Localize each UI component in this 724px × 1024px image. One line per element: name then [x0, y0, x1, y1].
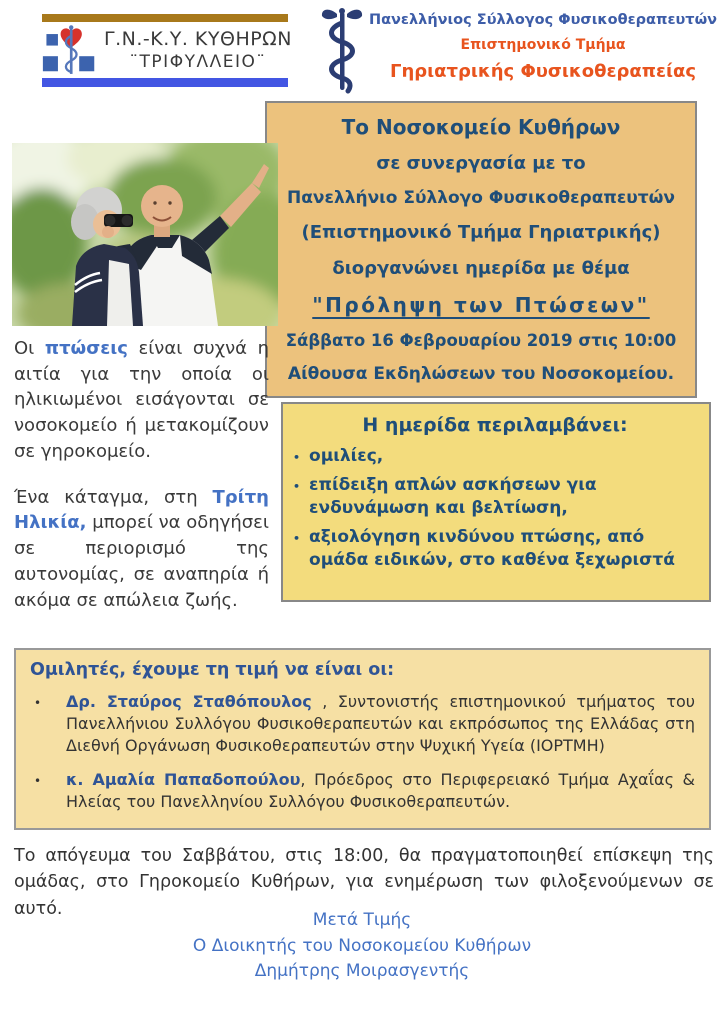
- signature-name: Δημήτρης Μοιρασγεντής: [254, 961, 470, 981]
- association-name: Πανελλήνιος Σύλλογος Φυσικοθεραπευτών: [368, 12, 718, 28]
- hospital-logo: [42, 14, 292, 87]
- speaker-name: κ. Αμαλία Παπαδοπούλου: [66, 770, 301, 790]
- association-header: [318, 6, 720, 94]
- para1-rest: είναι συχνά η αιτία για την οποία οι ηλικιωμένοι εισάγονται σε νοσοκομείο ή μετακομίζουν σε γηροκομείο.: [14, 338, 269, 462]
- program-heading: Η ημερίδα περιλαμβάνει:: [362, 414, 628, 436]
- event-title: "Πρόληψη των Πτώσεων": [312, 292, 650, 317]
- bullet-icon: •: [293, 532, 301, 546]
- intro-paragraph-fracture: [14, 485, 269, 614]
- para2-highlight: Τρίτη Ηλικία,: [14, 486, 269, 534]
- para2-rest: μπορεί να οδηγήσει σε περιορισμό της αυτονομίας, σε αναπηρία ή ακόμα σε απώλεια ζωής.: [14, 512, 269, 611]
- bullet-icon: •: [293, 451, 301, 464]
- speaker-text: [66, 769, 695, 813]
- program-item: [293, 474, 697, 519]
- announcement-line-4: (Επιστημονικό Τμήμα Γηριατρικής): [301, 222, 661, 244]
- logo-blue-bar: [42, 78, 288, 87]
- announcement-line-5: διοργανώνει ημερίδα με θέμα: [332, 257, 630, 279]
- signature-role: Ο Διοικητής του Νοσοκομείου Κυθήρων: [192, 935, 532, 956]
- hospital-name: Γ.Ν.-Κ.Υ. ΚΥΘΗΡΩΝ: [104, 28, 292, 50]
- bullet-icon: •: [34, 774, 42, 789]
- association-department: Επιστημονικό Τμήμα: [460, 37, 626, 53]
- afternoon-visit-note: Το απόγευμα του Σαββάτου, στις 18:00, θα πραγματοποιηθεί επίσκεψη της ομάδας, στο Γηροκομείο Κυθήρων, για ενημέρωση των φιλοξενούμενων σε αυτό.: [14, 846, 714, 919]
- program-item-text: αξιολόγηση κινδύνου πτώσης, από ομάδα ειδικών, στο καθένα ξεχωριστά: [309, 527, 675, 570]
- association-specialty: Γηριατρικής Φυσικοθεραπείας: [389, 61, 697, 82]
- speakers-panel: [14, 648, 711, 830]
- elderly-couple-photo: [12, 143, 278, 326]
- logo-row: [42, 22, 292, 78]
- para1-pre: Οι: [14, 338, 45, 359]
- program-item: [293, 445, 697, 467]
- speaker-item: [26, 691, 695, 757]
- event-venue: Αίθουσα Εκδηλώσεων του Νοσοκομείου.: [287, 363, 675, 384]
- bullet-icon: •: [293, 480, 301, 494]
- announcement-panel: [265, 101, 697, 398]
- closing-salutation: Μετά Τιμής: [312, 910, 412, 930]
- speaker-name: Δρ. Σταύρος Σταθόπουλος: [66, 692, 312, 711]
- program-item-text: επίδειξη απλών ασκήσεων για ενδυνάμωση και βελτίωση,: [309, 475, 597, 518]
- hospital-logo-text: [104, 28, 292, 72]
- program-item: [293, 526, 697, 571]
- announcement-line-1: Το Νοσοκομείο Κυθήρων: [341, 115, 621, 139]
- announcement-line-2: σε συνεργασία με το: [376, 153, 586, 175]
- association-text: [366, 6, 720, 94]
- announcement-line-3: Πανελλήνιο Σύλλογο Φυσικοθεραπευτών: [287, 188, 675, 209]
- para2-pre: Ένα κάταγμα, στη: [14, 486, 213, 508]
- intro-paragraph-falls: [14, 336, 269, 465]
- hospital-subname: ¨ΤΡΙΦΥΛΛΕΙΟ¨: [129, 52, 267, 72]
- caduceus-heart-logo-icon: [42, 23, 104, 77]
- speaker-description: , Συντονιστής επιστημονικού τμήματος του Πανελλήνιου Συλλόγου Φυσικοθεραπευτών και εκπρόσωπος της Ελλάδας στη Διεθνή Οργάνωση Φυσικοθεραπευτών στην Ψυχική Υγεία (IOPTMH): [66, 692, 696, 756]
- speakers-heading: Ομιλητές, έχουμε τη τιμή να είναι οι:: [30, 660, 395, 680]
- event-date: Σάββατο 16 Φεβρουαρίου 2019 στις 10:00: [285, 330, 677, 350]
- speaker-text: [66, 691, 695, 757]
- program-panel: [281, 402, 711, 602]
- program-item-text: ομιλίες,: [309, 446, 384, 466]
- speaker-description: , Πρόεδρος στο Περιφερειακό Τμήμα Αχαΐας & Ηλείας του Πανελληνίου Συλλόγου Φυσικοθεραπευτών.: [66, 770, 695, 812]
- speaker-item: [26, 769, 695, 813]
- rod-of-asclepius-icon: [318, 6, 366, 94]
- para1-highlight: πτώσεις: [44, 338, 128, 359]
- bullet-icon: •: [34, 696, 42, 710]
- signature-block: [0, 908, 724, 985]
- logo-gold-bar: [42, 14, 288, 22]
- intro-column: [14, 336, 269, 633]
